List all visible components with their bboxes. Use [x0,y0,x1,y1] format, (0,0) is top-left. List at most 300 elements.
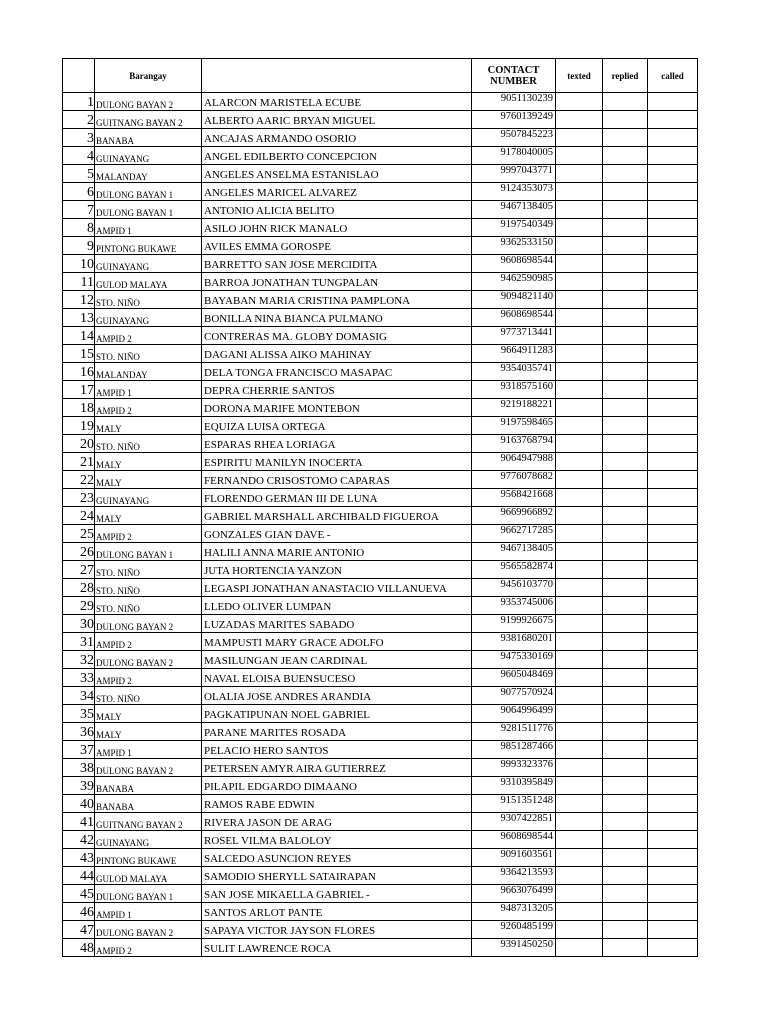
barangay-cell: AMPID 1 [95,903,202,921]
name-cell: FERNANDO CRISOSTOMO CAPARAS [202,471,472,489]
replied-cell[interactable] [603,417,648,435]
row-number: 45 [63,885,95,903]
texted-cell[interactable] [556,111,603,129]
replied-cell[interactable] [603,291,648,309]
name-cell: BONILLA NINA BIANCA PULMANO [202,309,472,327]
called-cell[interactable] [648,435,698,453]
texted-cell[interactable] [556,507,603,525]
texted-cell[interactable] [556,651,603,669]
table-row [63,345,698,363]
row-number: 10 [63,255,95,273]
header-replied: replied [603,59,648,93]
barangay-cell: MALY [95,453,202,471]
name-cell: ANGELES MARICEL ALVAREZ [202,183,472,201]
name-cell: JUTA HORTENCIA YANZON [202,561,472,579]
texted-cell[interactable] [556,867,603,885]
table-row [63,651,698,669]
called-cell[interactable] [648,471,698,489]
barangay-cell: PINTONG BUKAWE [95,849,202,867]
called-cell[interactable] [648,381,698,399]
row-number: 18 [63,399,95,417]
texted-cell[interactable] [556,687,603,705]
texted-cell[interactable] [556,237,603,255]
contact-number-cell: 9178040005 [472,147,556,165]
called-cell[interactable] [648,669,698,687]
row-number: 2 [63,111,95,129]
texted-cell[interactable] [556,543,603,561]
called-cell[interactable] [648,867,698,885]
texted-cell[interactable] [556,291,603,309]
replied-cell[interactable] [603,399,648,417]
barangay-cell: DULONG BAYAN 2 [95,759,202,777]
called-cell[interactable] [648,255,698,273]
header-name [202,59,472,93]
replied-cell[interactable] [603,561,648,579]
contact-number-cell: 9381680201 [472,633,556,651]
table-row [63,399,698,417]
called-cell[interactable] [648,903,698,921]
row-number: 39 [63,777,95,795]
row-number: 48 [63,939,95,957]
contact-number-cell: 9776078682 [472,471,556,489]
replied-cell[interactable] [603,813,648,831]
name-cell: RIVERA JASON DE ARAG [202,813,472,831]
contact-number-cell: 9467138405 [472,543,556,561]
called-cell[interactable] [648,687,698,705]
texted-cell[interactable] [556,723,603,741]
called-cell[interactable] [648,165,698,183]
called-cell[interactable] [648,705,698,723]
replied-cell[interactable] [603,741,648,759]
name-cell: SAPAYA VICTOR JAYSON FLORES [202,921,472,939]
replied-cell[interactable] [603,327,648,345]
contact-number-cell: 9094821140 [472,291,556,309]
replied-cell[interactable] [603,489,648,507]
texted-cell[interactable] [556,831,603,849]
contact-number-cell: 9851287466 [472,741,556,759]
header-texted: texted [556,59,603,93]
row-number: 6 [63,183,95,201]
called-cell[interactable] [648,579,698,597]
barangay-cell: MALY [95,471,202,489]
replied-cell[interactable] [603,543,648,561]
replied-cell[interactable] [603,219,648,237]
contact-number-cell: 9163768794 [472,435,556,453]
contact-number-cell: 9662717285 [472,525,556,543]
texted-cell[interactable] [556,615,603,633]
texted-cell[interactable] [556,885,603,903]
replied-cell[interactable] [603,255,648,273]
called-cell[interactable] [648,615,698,633]
texted-cell[interactable] [556,183,603,201]
name-cell: ANCAJAS ARMANDO OSORIO [202,129,472,147]
replied-cell[interactable] [603,669,648,687]
name-cell: DAGANI ALISSA AIKO MAHINAY [202,345,472,363]
row-number: 42 [63,831,95,849]
row-number: 21 [63,453,95,471]
contact-number-cell: 9608698544 [472,831,556,849]
table-row [63,705,698,723]
called-cell[interactable] [648,939,698,957]
name-cell: GABRIEL MARSHALL ARCHIBALD FIGUEROA [202,507,472,525]
replied-cell[interactable] [603,777,648,795]
called-cell[interactable] [648,597,698,615]
barangay-cell: STO. NIÑO [95,579,202,597]
name-cell: LEGASPI JONATHAN ANASTACIO VILLANUEVA [202,579,472,597]
called-cell[interactable] [648,885,698,903]
table-row [63,687,698,705]
replied-cell[interactable] [603,795,648,813]
called-cell[interactable] [648,651,698,669]
texted-cell[interactable] [556,471,603,489]
replied-cell[interactable] [603,507,648,525]
replied-cell[interactable] [603,849,648,867]
contact-number-cell: 9568421668 [472,489,556,507]
called-cell[interactable] [648,201,698,219]
texted-cell[interactable] [556,381,603,399]
name-cell: DORONA MARIFE MONTEBON [202,399,472,417]
row-number: 15 [63,345,95,363]
row-number: 46 [63,903,95,921]
texted-cell[interactable] [556,399,603,417]
name-cell: BAYABAN MARIA CRISTINA PAMPLONA [202,291,472,309]
texted-cell[interactable] [556,489,603,507]
texted-cell[interactable] [556,129,603,147]
texted-cell[interactable] [556,201,603,219]
barangay-cell: MALY [95,417,202,435]
name-cell: HALILI ANNA MARIE ANTONIO [202,543,472,561]
called-cell[interactable] [648,129,698,147]
table-row [63,939,698,957]
texted-cell[interactable] [556,525,603,543]
row-number: 25 [63,525,95,543]
contact-number-cell: 9051130239 [472,93,556,111]
replied-cell[interactable] [603,921,648,939]
name-cell: SAN JOSE MIKAELLA GABRIEL - [202,885,472,903]
barangay-cell: GUINAYANG [95,309,202,327]
table-row [63,273,698,291]
contact-number-cell: 9219188221 [472,399,556,417]
contact-number-cell: 9091603561 [472,849,556,867]
texted-cell[interactable] [556,561,603,579]
row-number: 28 [63,579,95,597]
contact-number-cell: 9507845223 [472,129,556,147]
texted-cell[interactable] [556,759,603,777]
row-number: 35 [63,705,95,723]
contact-number-cell: 9565582874 [472,561,556,579]
table-row [63,885,698,903]
table-row [63,921,698,939]
contact-number-cell: 9487313205 [472,903,556,921]
texted-cell[interactable] [556,273,603,291]
texted-cell[interactable] [556,363,603,381]
called-cell[interactable] [648,327,698,345]
contact-table [62,58,698,957]
replied-cell[interactable] [603,867,648,885]
table-row [63,597,698,615]
called-cell[interactable] [648,237,698,255]
contact-number-cell: 9197540349 [472,219,556,237]
name-cell: DEPRA CHERRIE SANTOS [202,381,472,399]
row-number: 32 [63,651,95,669]
replied-cell[interactable] [603,111,648,129]
barangay-cell: MALY [95,705,202,723]
table-row [63,741,698,759]
barangay-cell: MALY [95,723,202,741]
header-called: called [648,59,698,93]
replied-cell[interactable] [603,453,648,471]
replied-cell[interactable] [603,633,648,651]
table-row [63,903,698,921]
barangay-cell: PINTONG BUKAWE [95,237,202,255]
replied-cell[interactable] [603,903,648,921]
texted-cell[interactable] [556,147,603,165]
called-cell[interactable] [648,291,698,309]
name-cell: DELA TONGA FRANCISCO MASAPAC [202,363,472,381]
texted-cell[interactable] [556,93,603,111]
name-cell: CONTRERAS MA. GLOBY DOMASIG [202,327,472,345]
row-number: 33 [63,669,95,687]
barangay-cell: DULONG BAYAN 2 [95,615,202,633]
replied-cell[interactable] [603,273,648,291]
row-number: 9 [63,237,95,255]
table-row [63,849,698,867]
called-cell[interactable] [648,525,698,543]
contact-number-cell: 9773713441 [472,327,556,345]
name-cell: PILAPIL EDGARDO DIMAANO [202,777,472,795]
name-cell: BARRETTO SAN JOSE MERCIDITA [202,255,472,273]
texted-cell[interactable] [556,345,603,363]
replied-cell[interactable] [603,309,648,327]
texted-cell[interactable] [556,705,603,723]
table-row [63,435,698,453]
name-cell: GONZALES GIAN DAVE - [202,525,472,543]
texted-cell[interactable] [556,435,603,453]
texted-cell[interactable] [556,453,603,471]
name-cell: PAGKATIPUNAN NOEL GABRIEL [202,705,472,723]
replied-cell[interactable] [603,165,648,183]
texted-cell[interactable] [556,669,603,687]
replied-cell[interactable] [603,705,648,723]
barangay-cell: STO. NIÑO [95,291,202,309]
replied-cell[interactable] [603,939,648,957]
called-cell[interactable] [648,507,698,525]
called-cell[interactable] [648,309,698,327]
texted-cell[interactable] [556,633,603,651]
contact-number-cell: 9605048469 [472,669,556,687]
name-cell: OLALIA JOSE ANDRES ARANDIA [202,687,472,705]
texted-cell[interactable] [556,597,603,615]
barangay-cell: BANABA [95,795,202,813]
called-cell[interactable] [648,363,698,381]
called-cell[interactable] [648,561,698,579]
table-row [63,165,698,183]
barangay-cell: AMPID 2 [95,525,202,543]
called-cell[interactable] [648,147,698,165]
contact-number-cell: 9077570924 [472,687,556,705]
texted-cell[interactable] [556,921,603,939]
barangay-cell: DULONG BAYAN 2 [95,651,202,669]
texted-cell[interactable] [556,327,603,345]
table-row [63,831,698,849]
called-cell[interactable] [648,831,698,849]
barangay-cell: BANABA [95,777,202,795]
replied-cell[interactable] [603,471,648,489]
row-number: 27 [63,561,95,579]
called-cell[interactable] [648,111,698,129]
row-number: 40 [63,795,95,813]
replied-cell[interactable] [603,831,648,849]
contact-number-cell: 9663076499 [472,885,556,903]
name-cell: ESPARAS RHEA LORIAGA [202,435,472,453]
replied-cell[interactable] [603,93,648,111]
table-row [63,759,698,777]
row-number: 36 [63,723,95,741]
name-cell: MASILUNGAN JEAN CARDINAL [202,651,472,669]
replied-cell[interactable] [603,183,648,201]
called-cell[interactable] [648,777,698,795]
called-cell[interactable] [648,417,698,435]
barangay-cell: MALY [95,507,202,525]
called-cell[interactable] [648,93,698,111]
texted-cell[interactable] [556,903,603,921]
called-cell[interactable] [648,849,698,867]
contact-number-cell: 9993323376 [472,759,556,777]
contact-number-cell: 9064996499 [472,705,556,723]
replied-cell[interactable] [603,651,648,669]
barangay-cell: AMPID 1 [95,741,202,759]
called-cell[interactable] [648,219,698,237]
replied-cell[interactable] [603,615,648,633]
name-cell: ASILO JOHN RICK MANALO [202,219,472,237]
called-cell[interactable] [648,633,698,651]
texted-cell[interactable] [556,165,603,183]
name-cell: AVILES EMMA GOROSPE [202,237,472,255]
texted-cell[interactable] [556,741,603,759]
barangay-cell: GUINAYANG [95,489,202,507]
row-number: 14 [63,327,95,345]
row-number: 30 [63,615,95,633]
replied-cell[interactable] [603,759,648,777]
table-row [63,633,698,651]
contact-number-cell: 9462590985 [472,273,556,291]
replied-cell[interactable] [603,597,648,615]
barangay-cell: MALANDAY [95,165,202,183]
replied-cell[interactable] [603,435,648,453]
barangay-cell: STO. NIÑO [95,345,202,363]
row-number: 3 [63,129,95,147]
table-row [63,489,698,507]
called-cell[interactable] [648,453,698,471]
called-cell[interactable] [648,183,698,201]
name-cell: LLEDO OLIVER LUMPAN [202,597,472,615]
barangay-cell: AMPID 1 [95,219,202,237]
replied-cell[interactable] [603,723,648,741]
texted-cell[interactable] [556,219,603,237]
row-number: 20 [63,435,95,453]
replied-cell[interactable] [603,201,648,219]
header-contact-number: CONTACT NUMBER [472,59,556,93]
table-row [63,93,698,111]
replied-cell[interactable] [603,579,648,597]
row-number: 34 [63,687,95,705]
header-row [63,59,698,93]
table-row [63,201,698,219]
replied-cell[interactable] [603,363,648,381]
name-cell: SALCEDO ASUNCION REYES [202,849,472,867]
called-cell[interactable] [648,759,698,777]
called-cell[interactable] [648,489,698,507]
barangay-cell: AMPID 2 [95,669,202,687]
texted-cell[interactable] [556,795,603,813]
replied-cell[interactable] [603,345,648,363]
row-number: 22 [63,471,95,489]
called-cell[interactable] [648,723,698,741]
called-cell[interactable] [648,795,698,813]
contact-number-cell: 9353745006 [472,597,556,615]
contact-number-cell: 9669966892 [472,507,556,525]
called-cell[interactable] [648,921,698,939]
barangay-cell: STO. NIÑO [95,561,202,579]
texted-cell[interactable] [556,417,603,435]
texted-cell[interactable] [556,579,603,597]
texted-cell[interactable] [556,813,603,831]
table-row [63,417,698,435]
name-cell: PARANE MARITES ROSADA [202,723,472,741]
row-number: 7 [63,201,95,219]
texted-cell[interactable] [556,777,603,795]
name-cell: NAVAL ELOISA BUENSUCESO [202,669,472,687]
replied-cell[interactable] [603,885,648,903]
barangay-cell: DULONG BAYAN 1 [95,885,202,903]
replied-cell[interactable] [603,381,648,399]
barangay-cell: MALANDAY [95,363,202,381]
replied-cell[interactable] [603,525,648,543]
texted-cell[interactable] [556,939,603,957]
replied-cell[interactable] [603,129,648,147]
called-cell[interactable] [648,345,698,363]
contact-number-cell: 9760139249 [472,111,556,129]
contact-number-cell: 9197598465 [472,417,556,435]
texted-cell[interactable] [556,309,603,327]
table-row [63,291,698,309]
row-number: 1 [63,93,95,111]
table-row [63,669,698,687]
barangay-cell: GUINAYANG [95,831,202,849]
contact-number-cell: 9318575160 [472,381,556,399]
called-cell[interactable] [648,399,698,417]
row-number: 23 [63,489,95,507]
contact-number-cell: 9260485199 [472,921,556,939]
texted-cell[interactable] [556,255,603,273]
replied-cell[interactable] [603,237,648,255]
replied-cell[interactable] [603,687,648,705]
called-cell[interactable] [648,813,698,831]
barangay-cell: GUINAYANG [95,255,202,273]
barangay-cell: DULONG BAYAN 1 [95,543,202,561]
contact-number-cell: 9997043771 [472,165,556,183]
texted-cell[interactable] [556,849,603,867]
row-number: 11 [63,273,95,291]
header-number [63,59,95,93]
called-cell[interactable] [648,543,698,561]
name-cell: SULIT LAWRENCE ROCA [202,939,472,957]
contact-number-cell: 9064947988 [472,453,556,471]
called-cell[interactable] [648,273,698,291]
barangay-cell: DULONG BAYAN 2 [95,93,202,111]
replied-cell[interactable] [603,147,648,165]
called-cell[interactable] [648,741,698,759]
